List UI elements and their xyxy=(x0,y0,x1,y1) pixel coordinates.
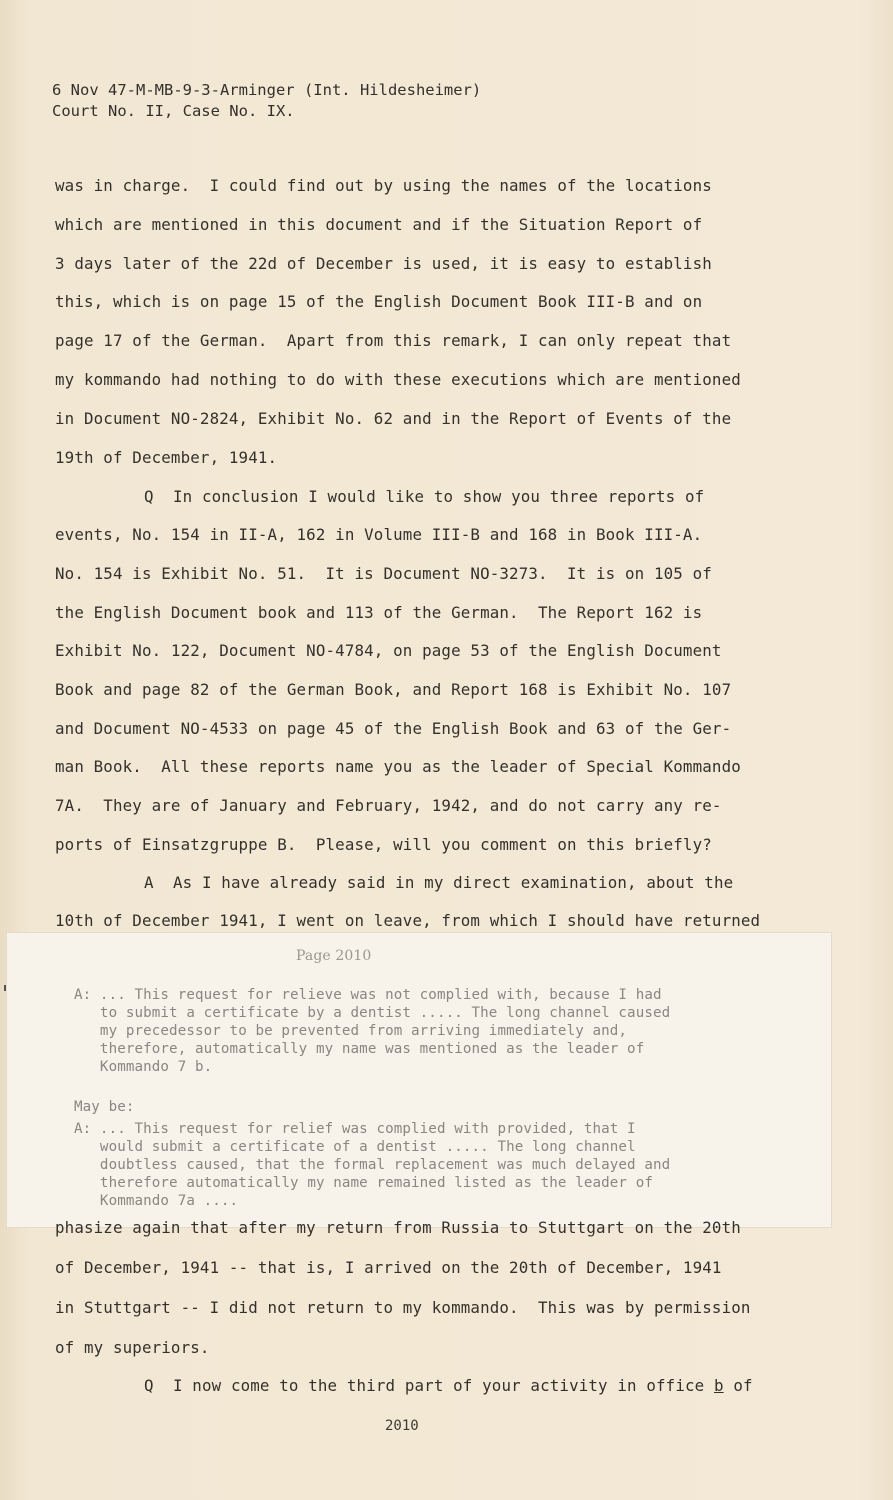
header-court-line: Court No. II, Case No. IX. xyxy=(52,102,295,120)
slip-line: Kommando 7 b. xyxy=(74,1059,213,1075)
text-line: No. 154 is Exhibit No. 51. It is Document NO-3273. It is on 105 of xyxy=(55,564,712,583)
document-header xyxy=(52,80,481,122)
page-number: 2010 xyxy=(385,1418,419,1434)
slip-title: Page 2010 xyxy=(296,948,372,964)
question-text: Q I now come to the third part of your activity in office xyxy=(144,1376,714,1395)
slip-line: May be: xyxy=(74,1099,135,1115)
text-line: phasize again that after my return from Russia to Stuttgart on the 20th xyxy=(55,1218,741,1237)
slip-line: would submit a certificate of a dentist ..... The long channel xyxy=(74,1139,636,1155)
slip-line: A: ... This request for relief was complied with provided, that I xyxy=(74,1121,636,1137)
text-line: of my superiors. xyxy=(55,1338,210,1357)
underlined-office-letter: b xyxy=(713,1376,724,1395)
question-line xyxy=(144,1376,753,1395)
slip-line: Kommando 7a .... xyxy=(74,1193,239,1209)
question-text-end: of xyxy=(723,1376,753,1395)
slip-line: therefore automatically my name remained listed as the leader of xyxy=(74,1175,653,1191)
question-line: Q In conclusion I would like to show you three reports of xyxy=(144,487,705,506)
text-line: the English Document book and 113 of the German. The Report 162 is xyxy=(55,603,703,622)
text-line: and Document NO-4533 on page 45 of the English Book and 63 of the Ger- xyxy=(55,719,732,738)
text-line: my kommando had nothing to do with these executions which are mentioned xyxy=(55,370,741,389)
slip-line: A: ... This request for relieve was not complied with, because I had xyxy=(74,987,662,1003)
text-line: in Stuttgart -- I did not return to my kommando. This was by permission xyxy=(55,1298,751,1317)
text-line: in Document NO-2824, Exhibit No. 62 and in the Report of Events of the xyxy=(55,409,732,428)
header-case-line: 6 Nov 47-M-MB-9-3-Arminger (Int. Hildesheimer) xyxy=(52,81,482,99)
text-line: 3 days later of the 22d of December is used, it is easy to establish xyxy=(55,254,712,273)
text-line: was in charge. I could find out by using the names of the locations xyxy=(55,176,712,195)
slip-line: doubtless caused, that the formal replacement was much delayed and xyxy=(74,1157,671,1173)
answer-line: A As I have already said in my direct examination, about the xyxy=(144,873,734,892)
text-line: ports of Einsatzgruppe B. Please, will you comment on this briefly? xyxy=(55,835,712,854)
text-line: man Book. All these reports name you as the leader of Special Kommando xyxy=(55,757,741,776)
text-line: which are mentioned in this document and if the Situation Report of xyxy=(55,215,703,234)
text-line: Book and page 82 of the German Book, and Report 168 is Exhibit No. 107 xyxy=(55,680,732,699)
pasted-correction-slip xyxy=(6,932,832,1228)
text-line: page 17 of the German. Apart from this remark, I can only repeat that xyxy=(55,331,732,350)
text-line: 10th of December 1941, I went on leave, from which I should have returned xyxy=(55,911,761,930)
text-line: events, No. 154 in II-A, 162 in Volume III-B and 168 in Book III-A. xyxy=(55,525,703,544)
slip-line: to submit a certificate by a dentist ..... The long channel caused xyxy=(74,1005,671,1021)
text-line: this, which is on page 15 of the English Document Book III-B and on xyxy=(55,292,703,311)
slip-line: therefore, automatically my name was mentioned as the leader of xyxy=(74,1041,645,1057)
text-line: of December, 1941 -- that is, I arrived on the 20th of December, 1941 xyxy=(55,1258,722,1277)
text-line: 7A. They are of January and February, 1942, and do not carry any re- xyxy=(55,796,722,815)
text-line: Exhibit No. 122, Document NO-4784, on page 53 of the English Document xyxy=(55,641,722,660)
text-line: 19th of December, 1941. xyxy=(55,448,278,467)
slip-line: my precedessor to be prevented from arriving immediately and, xyxy=(74,1023,628,1039)
